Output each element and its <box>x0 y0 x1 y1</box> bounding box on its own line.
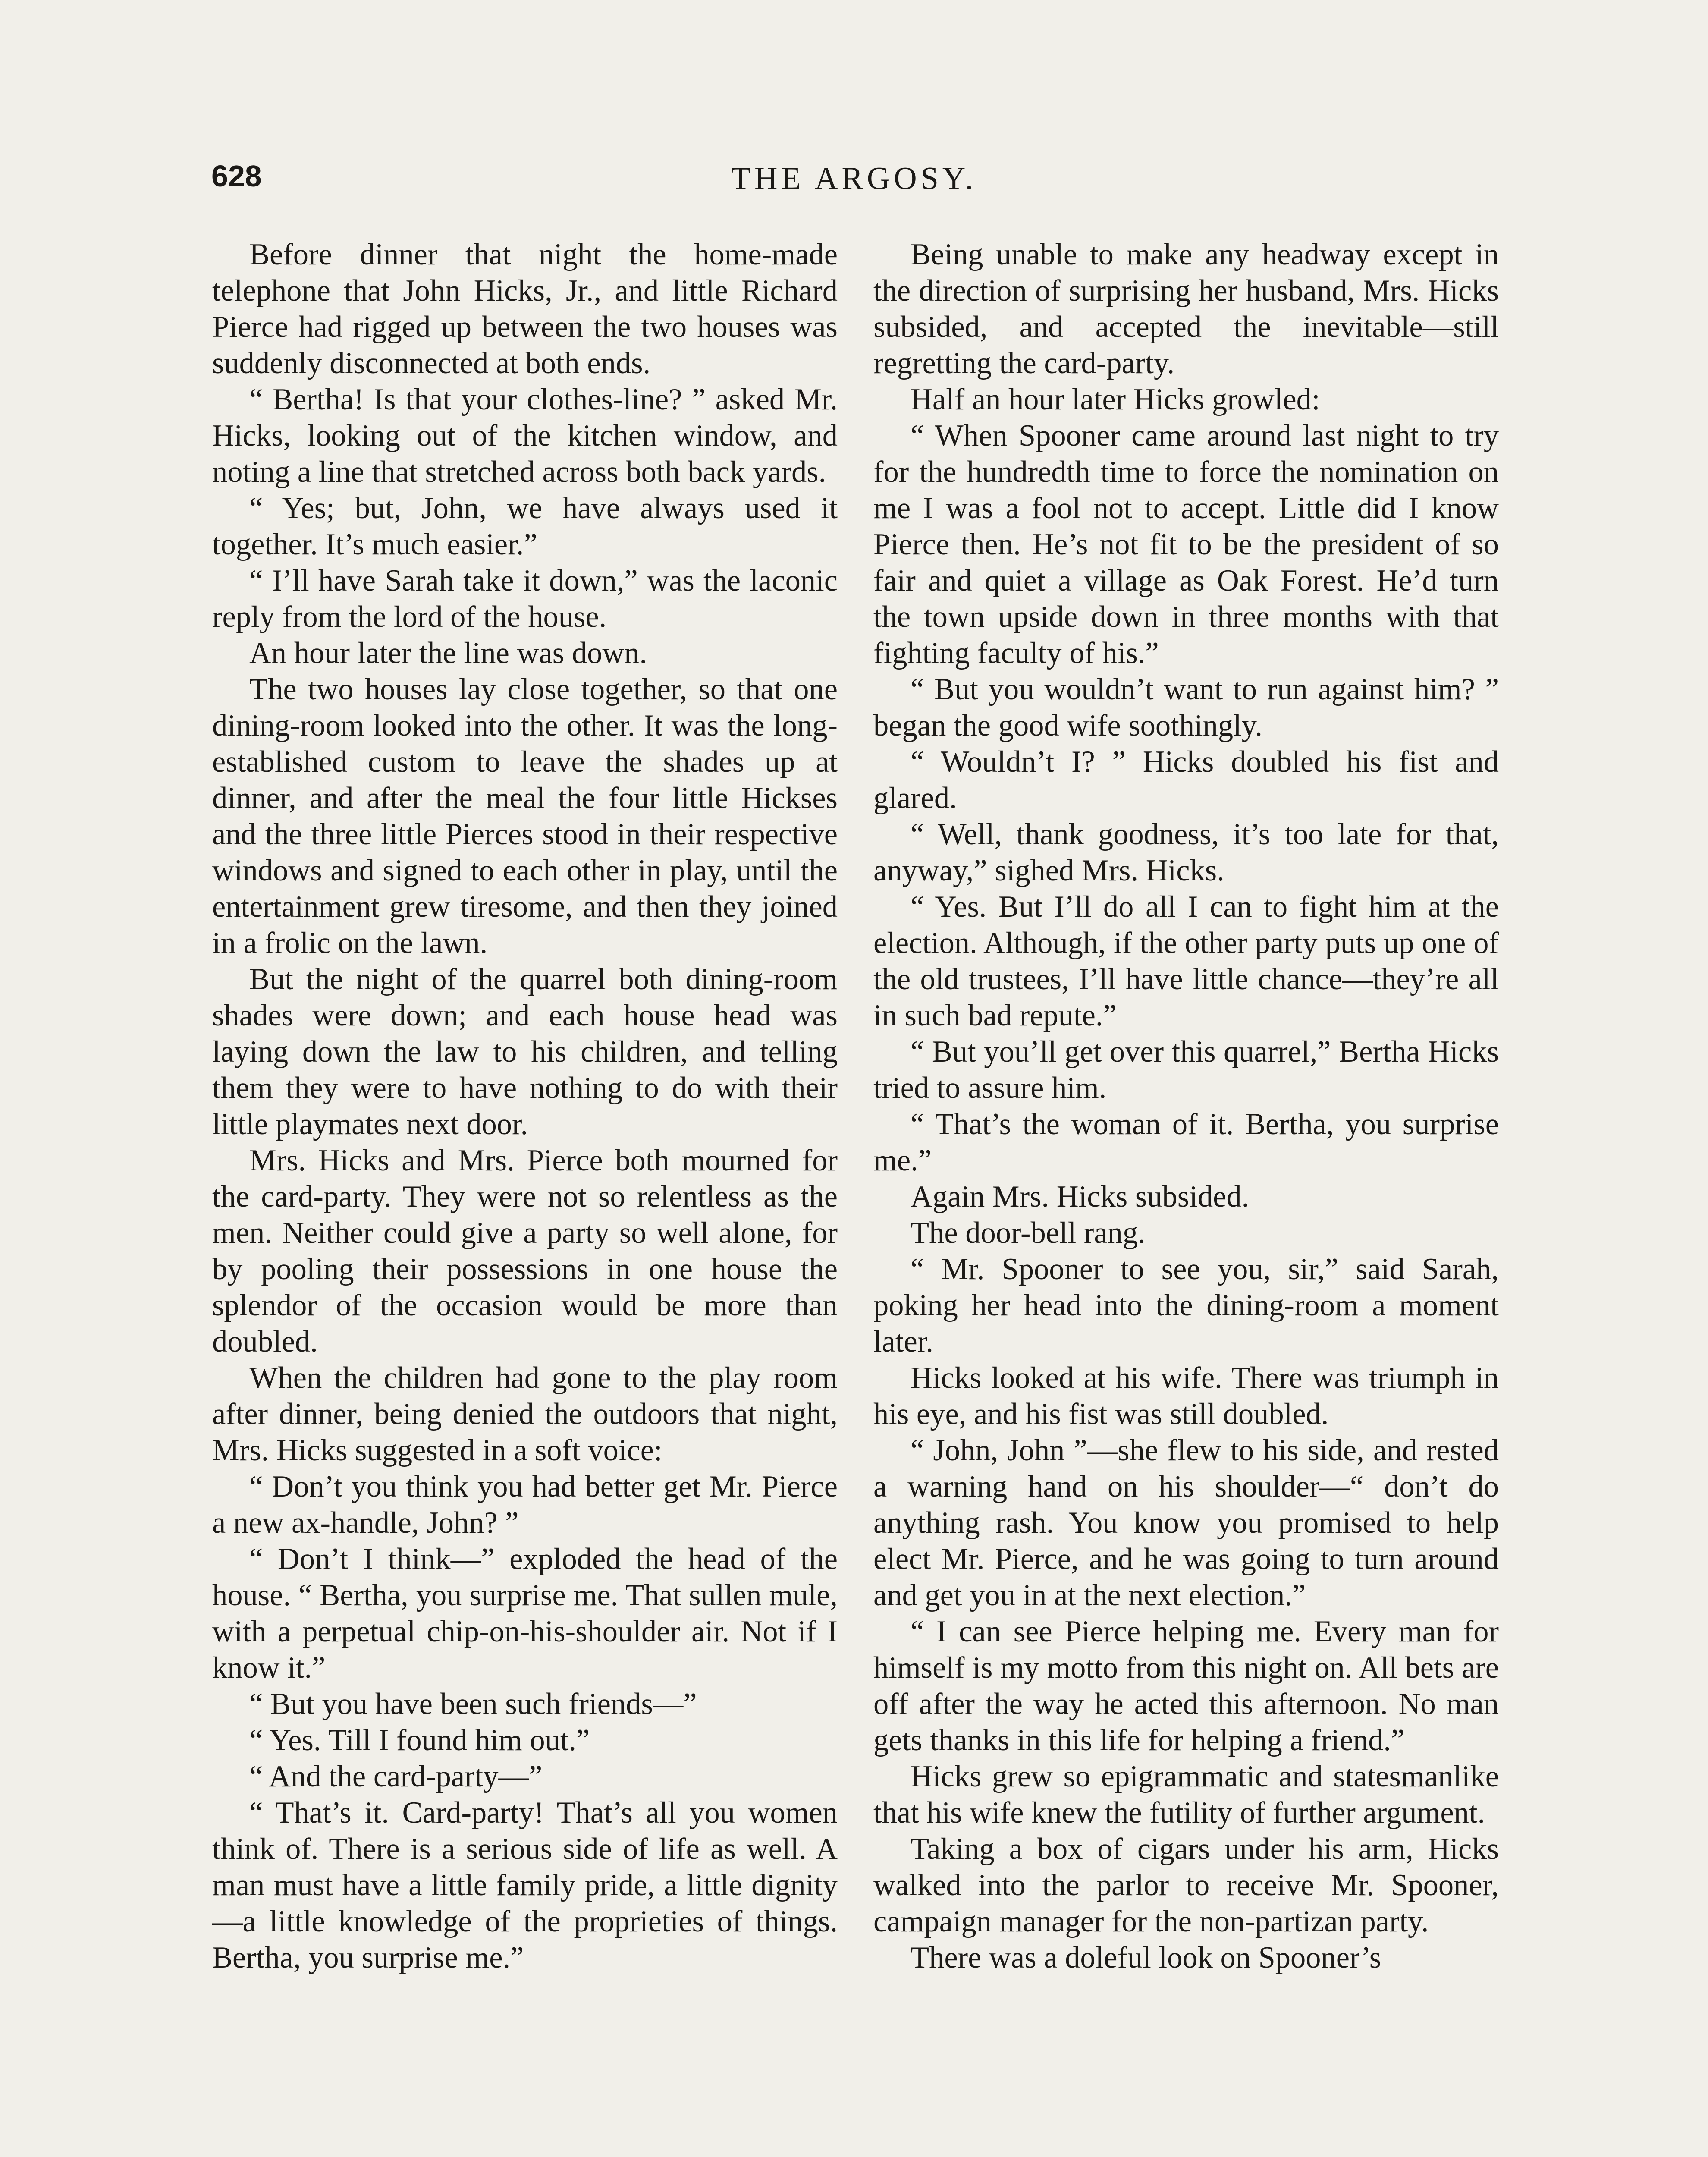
paragraph: “ Wouldn’t I? ” Hicks doubled his fist and glared. <box>873 745 1499 815</box>
paragraph: “ Yes; but, John, we have always used it together. It’s much easier.” <box>212 491 838 561</box>
paragraph: An hour later the line was down. <box>249 636 647 670</box>
paragraph: Mrs. Hicks and Mrs. Pierce both mourned for the card-party. They were not so relentless as the men. Neither could give a party so well alone, for by pooling their possessions in one house the splendor of the occasion would be more than doubled. <box>212 1144 838 1358</box>
paragraph: “ I can see Pierce helping me. Every man for himself is my motto from this night on. All bets are off after the way he acted this afternoon. No man gets thanks in this life for helping a friend.” <box>873 1615 1499 1757</box>
page-number: 628 <box>211 159 262 193</box>
paragraph: Hicks looked at his wife. There was triumph in his eye, and his fist was still doubled. <box>873 1361 1499 1431</box>
paragraph: Taking a box of cigars under his arm, Hicks walked into the parlor to receive Mr. Spooner, campaign manager for the non-partizan party. <box>873 1832 1499 1938</box>
running-head: THE ARGOSY. <box>731 161 977 196</box>
paragraph: Again Mrs. Hicks subsided. <box>911 1180 1250 1214</box>
paragraph: “ Yes. But I’ll do all I can to fight him at the election. Although, if the other party puts up one of the old trustees, I’ll have little chance—they’re all in such bad repute.” <box>873 890 1499 1032</box>
paragraph: But the night of the quarrel both dining-room shades were down; and each house head was laying down the law to his children, and telling them they were to have nothing to do with their little playmates next door. <box>212 962 838 1141</box>
paragraph: “ Bertha! Is that your clothes-line? ” asked Mr. Hicks, looking out of the kitchen window, and noting a line that stretched across both back yards. <box>212 383 838 489</box>
paragraph: The door-bell rang. <box>911 1216 1146 1250</box>
paragraph: “ And the card-party—” <box>249 1760 543 1793</box>
paragraph: Half an hour later Hicks growled: <box>911 383 1320 416</box>
paragraph: Hicks grew so epigrammatic and statesmanlike that his wife knew the futility of further argument. <box>873 1760 1499 1830</box>
left-column <box>212 236 838 1976</box>
paragraph: “ Well, thank goodness, it’s too late for that, anyway,” sighed Mrs. Hicks. <box>873 818 1499 887</box>
paragraph: Being unable to make any headway except in the direction of surprising her husband, Mrs. Hicks subsided, and accepted the inevitable—still regretting the card-party. <box>873 238 1499 380</box>
paragraph: “ Yes. Till I found him out.” <box>249 1723 590 1757</box>
paragraph: “ Don’t I think—” exploded the head of the house. “ Bertha, you surprise me. That sullen mule, with a perpetual chip-on-his-shoulder air. Not if I know it.” <box>212 1542 838 1685</box>
paragraph: “ Mr. Spooner to see you, sir,” said Sarah, poking her head into the dining-room a moment later. <box>873 1252 1499 1358</box>
paragraph: When the children had gone to the play room after dinner, being denied the outdoors that night, Mrs. Hicks suggested in a soft voice: <box>212 1361 838 1467</box>
paragraph: “ But you’ll get over this quarrel,” Bertha Hicks tried to assure him. <box>873 1035 1499 1105</box>
paragraph: “ But you wouldn’t want to run against him? ” began the good wife soothingly. <box>873 673 1499 742</box>
right-column <box>873 236 1499 1976</box>
paragraph: “ That’s the woman of it. Bertha, you surprise me.” <box>873 1107 1499 1177</box>
paragraph: “ But you have been such friends—” <box>249 1687 697 1721</box>
paragraph: “ That’s it. Card-party! That’s all you women think of. There is a serious side of life as well. A man must have a little family pride, a little dignity—a little knowledge of the proprieties of things. Bertha, you surprise me.” <box>212 1796 838 1975</box>
paragraph: “ When Spooner came around last night to try for the hundredth time to force the nomination on me I was a fool not to accept. Little did I know Pierce then. He’s not fit to be the president of so fair and quiet a village as Oak Forest. He’d turn the town upside down in three months with that fighting faculty of his.” <box>873 419 1499 670</box>
paragraph: “ John, John ”—she flew to his side, and rested a warning hand on his shoulder—“ don’t do anything rash. You know you promised to help elect Mr. Pierce, and he was going to turn around and get you in at the next election.” <box>873 1434 1499 1612</box>
paragraph: There was a doleful look on Spooner’s <box>911 1941 1381 1975</box>
paragraph: “ Don’t you think you had better get Mr. Pierce a new ax-handle, John? ” <box>212 1470 838 1540</box>
paragraph: The two houses lay close together, so that one dining-room looked into the other. It was the long-established custom to leave the shades up at dinner, and after the meal the four little Hickses and the three little Pierces stood in their respective windows and signed to each other in play, until the entertainment grew tiresome, and then they joined in a frolic on the lawn. <box>212 673 838 960</box>
paragraph: “ I’ll have Sarah take it down,” was the laconic reply from the lord of the house. <box>212 564 838 634</box>
paragraph: Before dinner that night the home-made telephone that John Hicks, Jr., and little Richard Pierce had rigged up between the two houses was suddenly disconnected at both ends. <box>212 238 838 380</box>
